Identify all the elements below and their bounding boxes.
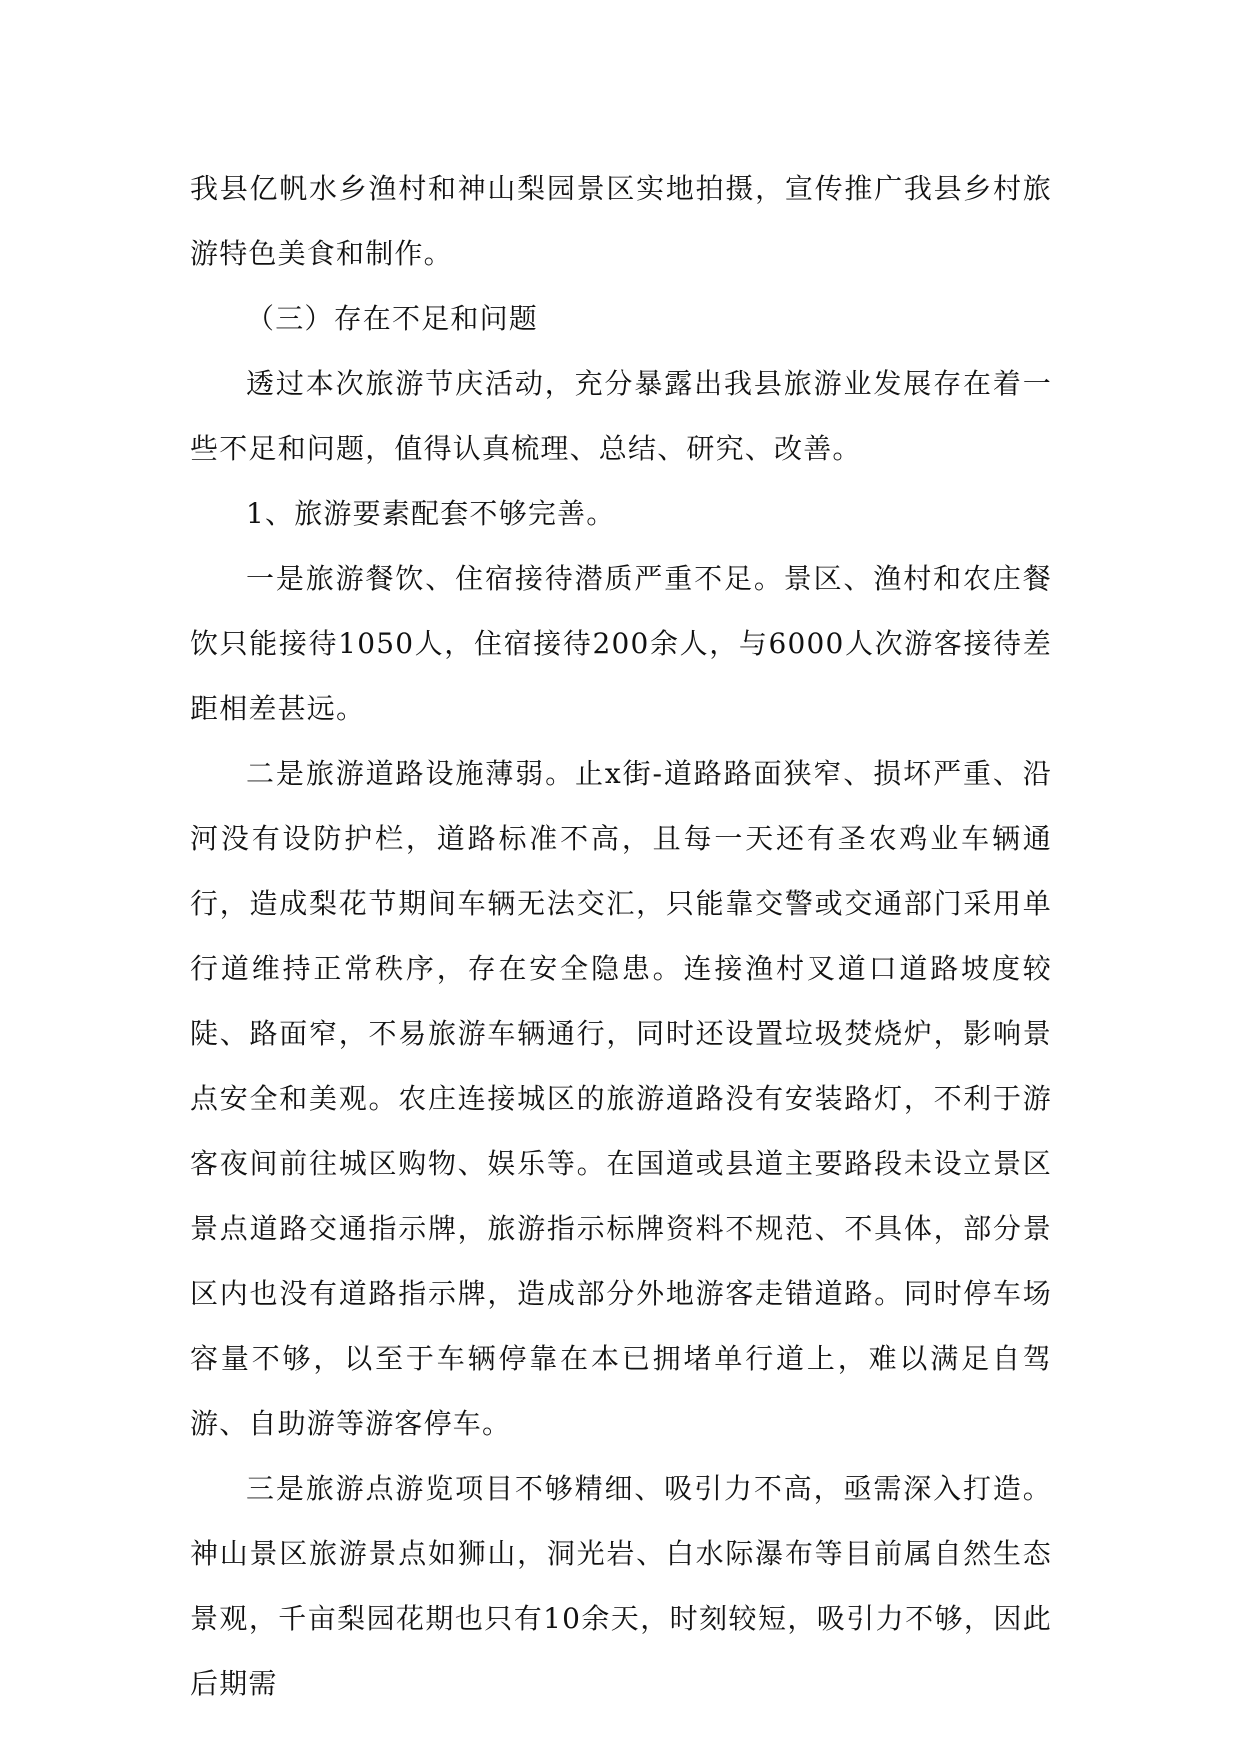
subheading-elements: 1、旅游要素配套不够完善。 [246, 497, 616, 530]
paragraph-point-one: 一是旅游餐饮、住宿接待潜质严重不足。景区、渔村和农庄餐饮只能接待1050人，住宿接待200余人，与6000人次游客接待差距相差甚远。 [190, 562, 1052, 725]
paragraph-point-three: 三是旅游点游览项目不够精细、吸引力不高，亟需深入打造。神山景区旅游景点如狮山，洞光岩、白水际瀑布等目前属自然生态景观，千亩梨园花期也只有10余天，时刻较短，吸引力不够，因此后期需 [190, 1472, 1052, 1700]
paragraph-continuation: 我县亿帆水乡渔村和神山梨园景区实地拍摄，宣传推广我县乡村旅游特色美食和制作。 [190, 172, 1052, 270]
body-text [190, 156, 1052, 1716]
paragraph-point-two: 二是旅游道路设施薄弱。止x街-道路路面狭窄、损坏严重、沿河没有设防护栏，道路标准不高，且每一天还有圣农鸡业车辆通行，造成梨花节期间车辆无法交汇，只能靠交警或交通部门采用单行道维持正常秩序，存在安全隐患。连接渔村叉道口道路坡度较陡、路面窄，不易旅游车辆通行，同时还设置垃圾焚烧炉，影响景点安全和美观。农庄连接城区的旅游道路没有安装路灯，不利于游客夜间前往城区购物、娱乐等。在国道或县道主要路段未设立景区景点道路交通指示牌，旅游指示标牌资料不规范、不具体，部分景区内也没有道路指示牌，造成部分外地游客走错道路。同时停车场容量不够，以至于车辆停靠在本已拥堵单行道上，难以满足自驾游、自助游等游客停车。 [190, 757, 1052, 1440]
paragraph-intro: 透过本次旅游节庆活动，充分暴露出我县旅游业发展存在着一些不足和问题，值得认真梳理、总结、研究、改善。 [190, 367, 1052, 465]
section-heading-problems: （三）存在不足和问题 [246, 302, 539, 335]
